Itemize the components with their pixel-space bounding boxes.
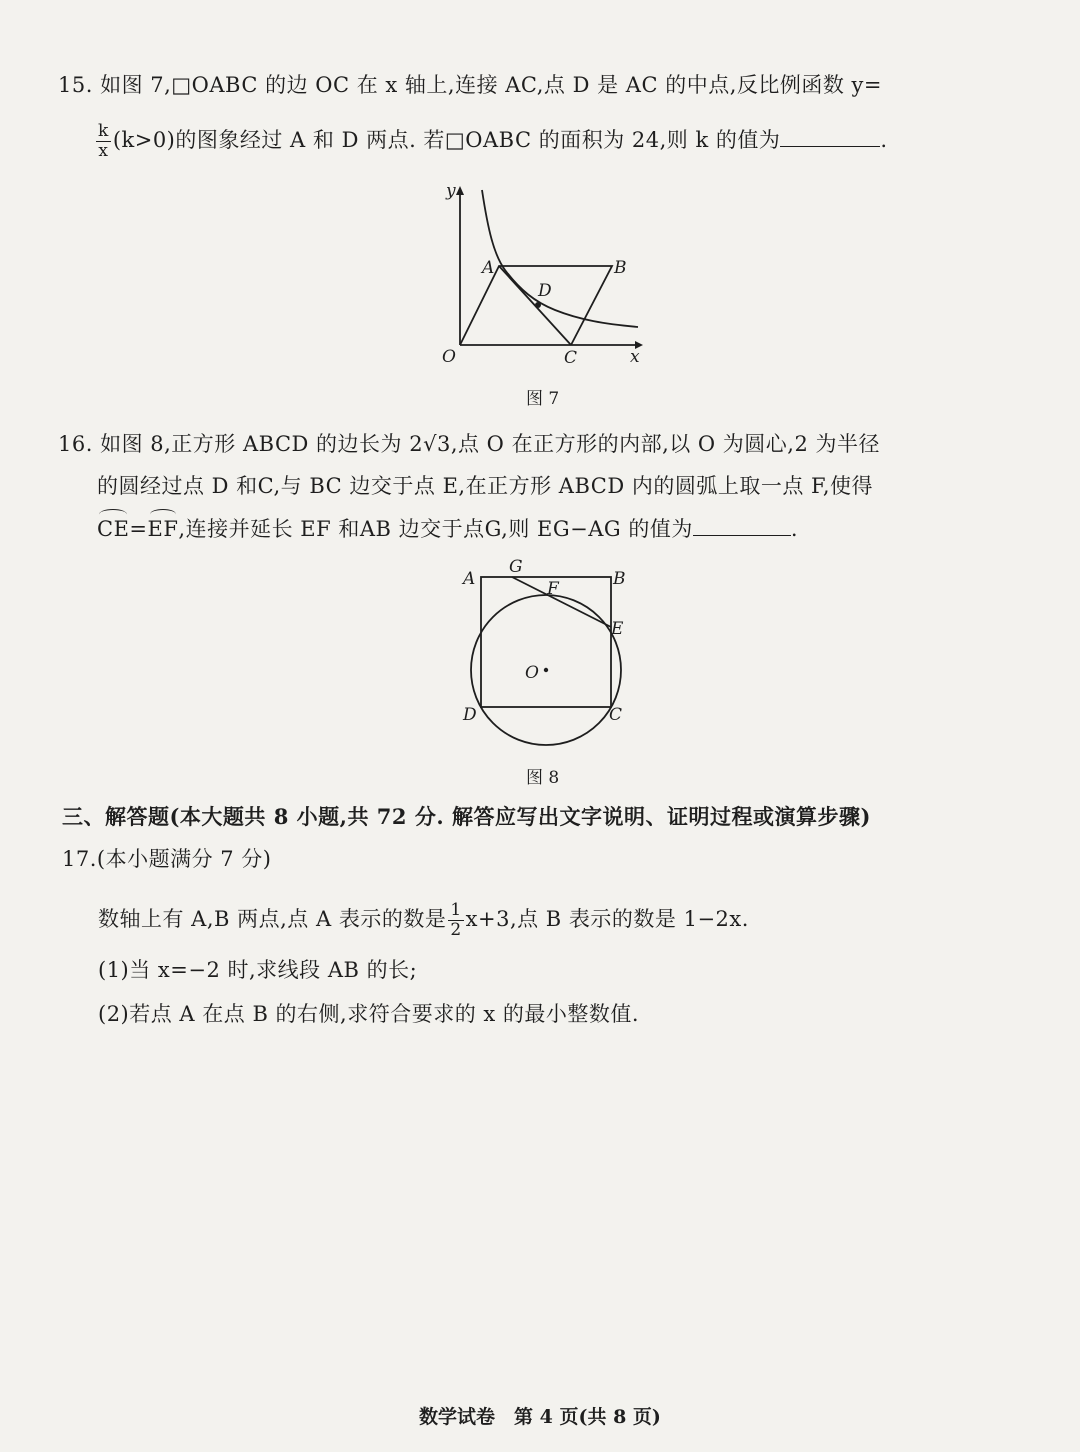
fig8-label-f: F (547, 579, 559, 599)
fig7-label-d: D (538, 281, 552, 301)
fig8-label-g: G (509, 557, 523, 577)
q15-fraction (96, 122, 111, 161)
fig7-label-c: C (564, 348, 578, 368)
q16-line1 (58, 430, 880, 458)
q15-line1 (58, 71, 882, 99)
page-footer: 数学试卷 第 4 页(共 8 页) (419, 1406, 661, 1428)
fig7-label-b: B (614, 258, 627, 278)
q17-part2: (2)若点 A 在点 B 的右侧,求符合要求的 x 的最小整数值. (98, 1002, 640, 1026)
q15-text-line2: (k>0)的图象经过 A 和 D 两点. 若□OABC 的面积为 24,则 k 的值为 (112, 128, 781, 152)
fig7-label-o: O (442, 347, 456, 367)
fig7-label-a: A (482, 258, 495, 278)
q17-stem-a: 数轴上有 A,B 两点,点 A 表示的数是 (98, 907, 447, 931)
fig7-caption: 图 7 (526, 389, 560, 409)
q16-number: 16. (58, 432, 93, 456)
q16-equals: = (129, 517, 148, 541)
q16-line2 (97, 472, 873, 500)
q16-text-line2: 的圆经过点 D 和C,与 BC 边交于点 E,在正方形 ABCD 内的圆弧上取一点 F,使得 (97, 474, 873, 498)
figure-8 (455, 552, 645, 752)
q16-arc-ef: EF (147, 517, 179, 541)
q15-period: . (880, 128, 888, 152)
q17-fraction (448, 901, 463, 940)
q15-frac-numerator: k (98, 121, 109, 141)
q17-frac-denominator: 2 (450, 920, 462, 940)
fig8-label-e: E (611, 619, 624, 639)
q17-stem (98, 901, 749, 940)
fig8-label-o: O (525, 663, 539, 683)
q17-stem-b: x+3,点 B 表示的数是 1−2x. (465, 907, 749, 931)
q16-arc-ce: CE (97, 517, 130, 541)
fig8-line-ge (512, 577, 611, 627)
q15-answer-blank[interactable] (780, 126, 880, 147)
q15-number: 15. (58, 73, 93, 97)
q16-text-line1: 如图 8,正方形 ABCD 的边长为 2√3,点 O 在正方形的内部,以 O 为圆心,2 为半径 (100, 432, 881, 456)
q16-line3 (97, 515, 798, 543)
fig8-label-b: B (613, 569, 626, 589)
q16-period: . (790, 517, 799, 541)
fig7-point-d (535, 302, 541, 308)
section3-heading: 三、解答题(本大题共 8 小题,共 72 分. 解答应写出文字说明、证明过程或演算步骤) (62, 804, 871, 829)
fig7-y-arrow (456, 186, 464, 195)
fig8-label-a: A (463, 569, 476, 589)
fig8-label-c: C (609, 705, 623, 725)
q17-part1: (1)当 x=−2 时,求线段 AB 的长; (98, 958, 418, 982)
q15-frac-denominator: x (98, 141, 109, 161)
fig7-label-y: y (446, 181, 456, 201)
fig7-label-x: x (630, 347, 640, 367)
q17-frac-numerator: 1 (450, 900, 462, 920)
q15-line2 (94, 122, 888, 161)
fig8-square (481, 577, 611, 707)
q16-text-line3: ,连接并延长 EF 和AB 边交于点G,则 EG−AG 的值为 (178, 517, 693, 541)
q16-answer-blank[interactable] (693, 515, 791, 536)
fig8-label-d: D (463, 705, 477, 725)
figure-7 (430, 180, 650, 370)
fig8-center-o (544, 668, 548, 672)
q17-header: 17.(本小题满分 7 分) (62, 847, 272, 871)
fig8-caption: 图 8 (526, 768, 560, 788)
q15-text-line1: 如图 7,□OABC 的边 OC 在 x 轴上,连接 AC,点 D 是 AC 的中点,反比例函数 y= (100, 73, 883, 97)
fig7-diagonal-ac (499, 266, 571, 345)
